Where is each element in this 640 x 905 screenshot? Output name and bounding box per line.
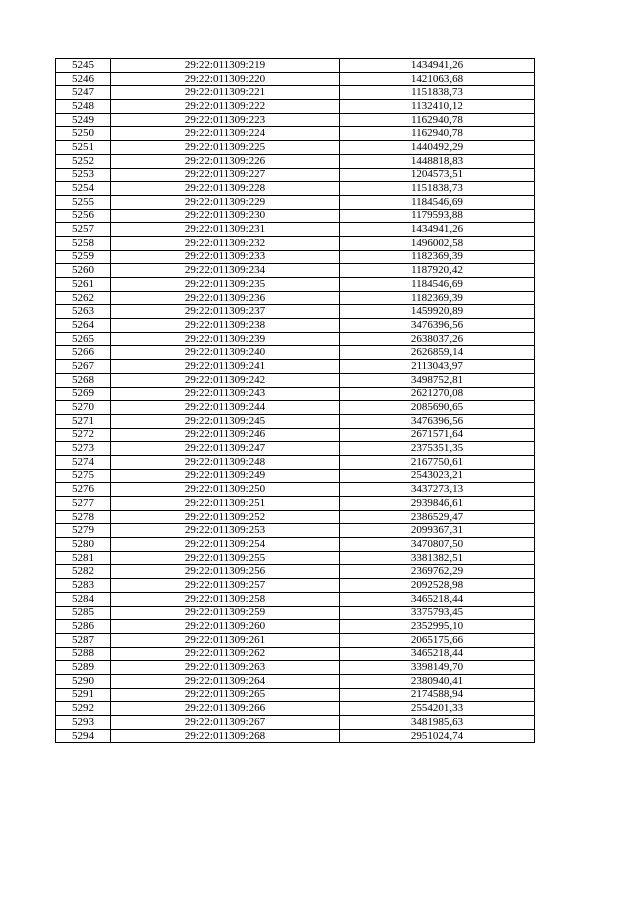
cadastral-number-cell: 29:22:011309:229 <box>111 195 340 209</box>
cadastral-value-cell: 1204573,51 <box>340 168 535 182</box>
cadastral-number-cell: 29:22:011309:246 <box>111 428 340 442</box>
cadastral-number-cell: 29:22:011309:237 <box>111 305 340 319</box>
row-number-cell: 5246 <box>56 72 111 86</box>
cadastral-value-cell: 1187920,42 <box>340 264 535 278</box>
table-row <box>56 278 535 292</box>
row-number-cell: 5292 <box>56 702 111 716</box>
table-row <box>56 510 535 524</box>
cadastral-number-cell: 29:22:011309:261 <box>111 633 340 647</box>
table-row <box>56 688 535 702</box>
table-row <box>56 182 535 196</box>
table-row <box>56 702 535 716</box>
row-number-cell: 5294 <box>56 729 111 743</box>
row-number-cell: 5271 <box>56 414 111 428</box>
cadastral-value-cell: 1448818,83 <box>340 154 535 168</box>
table-row <box>56 168 535 182</box>
cadastral-value-cell: 1434941,26 <box>340 59 535 73</box>
table-row <box>56 209 535 223</box>
cadastral-value-cell: 3398149,70 <box>340 661 535 675</box>
cadastral-number-cell: 29:22:011309:268 <box>111 729 340 743</box>
row-number-cell: 5281 <box>56 551 111 565</box>
cadastral-value-cell: 1459920,89 <box>340 305 535 319</box>
row-number-cell: 5258 <box>56 236 111 250</box>
row-number-cell: 5270 <box>56 401 111 415</box>
cadastral-value-cell: 1151838,73 <box>340 86 535 100</box>
row-number-cell: 5247 <box>56 86 111 100</box>
cadastral-value-cell: 1151838,73 <box>340 182 535 196</box>
row-number-cell: 5290 <box>56 674 111 688</box>
table-row <box>56 414 535 428</box>
table-row <box>56 661 535 675</box>
row-number-cell: 5251 <box>56 141 111 155</box>
table-row <box>56 360 535 374</box>
table-row <box>56 346 535 360</box>
table-row <box>56 428 535 442</box>
cadastral-number-cell: 29:22:011309:265 <box>111 688 340 702</box>
table-row <box>56 113 535 127</box>
row-number-cell: 5263 <box>56 305 111 319</box>
table-row <box>56 236 535 250</box>
cadastral-value-cell: 3481985,63 <box>340 716 535 730</box>
row-number-cell: 5260 <box>56 264 111 278</box>
cadastral-number-cell: 29:22:011309:244 <box>111 401 340 415</box>
cadastral-value-cell: 3470807,50 <box>340 538 535 552</box>
table-row <box>56 72 535 86</box>
cadastral-number-cell: 29:22:011309:226 <box>111 154 340 168</box>
cadastral-value-cell: 2113043,97 <box>340 360 535 374</box>
cadastral-number-cell: 29:22:011309:260 <box>111 620 340 634</box>
cadastral-number-cell: 29:22:011309:259 <box>111 606 340 620</box>
cadastral-number-cell: 29:22:011309:235 <box>111 278 340 292</box>
cadastral-value-cell: 2939846,61 <box>340 497 535 511</box>
cadastral-value-cell: 3381382,51 <box>340 551 535 565</box>
table-row <box>56 729 535 743</box>
table-row <box>56 332 535 346</box>
cadastral-number-cell: 29:22:011309:257 <box>111 579 340 593</box>
row-number-cell: 5249 <box>56 113 111 127</box>
cadastral-value-cell: 3437273,13 <box>340 483 535 497</box>
row-number-cell: 5252 <box>56 154 111 168</box>
table-row <box>56 674 535 688</box>
table-row <box>56 305 535 319</box>
cadastral-value-cell: 2174588,94 <box>340 688 535 702</box>
cadastral-number-cell: 29:22:011309:247 <box>111 442 340 456</box>
cadastral-number-cell: 29:22:011309:253 <box>111 524 340 538</box>
row-number-cell: 5250 <box>56 127 111 141</box>
row-number-cell: 5266 <box>56 346 111 360</box>
cadastral-value-cell: 1132410,12 <box>340 100 535 114</box>
cadastral-number-cell: 29:22:011309:254 <box>111 538 340 552</box>
table-row <box>56 127 535 141</box>
cadastral-value-cell: 2380940,41 <box>340 674 535 688</box>
cadastral-value-cell: 2951024,74 <box>340 729 535 743</box>
cadastral-value-cell: 2375351,35 <box>340 442 535 456</box>
cadastral-number-cell: 29:22:011309:234 <box>111 264 340 278</box>
cadastral-number-cell: 29:22:011309:230 <box>111 209 340 223</box>
row-number-cell: 5288 <box>56 647 111 661</box>
table-row <box>56 401 535 415</box>
row-number-cell: 5248 <box>56 100 111 114</box>
row-number-cell: 5262 <box>56 291 111 305</box>
cadastral-number-cell: 29:22:011309:252 <box>111 510 340 524</box>
row-number-cell: 5275 <box>56 469 111 483</box>
cadastral-number-cell: 29:22:011309:256 <box>111 565 340 579</box>
cadastral-number-cell: 29:22:011309:238 <box>111 319 340 333</box>
table-row <box>56 86 535 100</box>
cadastral-value-cell: 1421063,68 <box>340 72 535 86</box>
table-row <box>56 483 535 497</box>
row-number-cell: 5267 <box>56 360 111 374</box>
row-number-cell: 5255 <box>56 195 111 209</box>
table-row <box>56 565 535 579</box>
row-number-cell: 5268 <box>56 373 111 387</box>
table-row <box>56 633 535 647</box>
cadastral-value-cell: 2065175,66 <box>340 633 535 647</box>
row-number-cell: 5277 <box>56 497 111 511</box>
table-row <box>56 455 535 469</box>
cadastral-number-cell: 29:22:011309:233 <box>111 250 340 264</box>
cadastral-value-cell: 2543023,21 <box>340 469 535 483</box>
table-body <box>56 59 535 743</box>
table-row <box>56 291 535 305</box>
cadastral-number-cell: 29:22:011309:250 <box>111 483 340 497</box>
row-number-cell: 5257 <box>56 223 111 237</box>
row-number-cell: 5253 <box>56 168 111 182</box>
cadastral-number-cell: 29:22:011309:258 <box>111 592 340 606</box>
cadastral-number-cell: 29:22:011309:245 <box>111 414 340 428</box>
cadastral-value-cell: 1434941,26 <box>340 223 535 237</box>
table-row <box>56 647 535 661</box>
cadastral-number-cell: 29:22:011309:221 <box>111 86 340 100</box>
cadastral-number-cell: 29:22:011309:243 <box>111 387 340 401</box>
row-number-cell: 5274 <box>56 455 111 469</box>
table-row <box>56 195 535 209</box>
cadastral-value-cell: 2638037,26 <box>340 332 535 346</box>
cadastral-value-cell: 1184546,69 <box>340 278 535 292</box>
row-number-cell: 5273 <box>56 442 111 456</box>
row-number-cell: 5272 <box>56 428 111 442</box>
cadastral-value-cell: 3476396,56 <box>340 414 535 428</box>
row-number-cell: 5265 <box>56 332 111 346</box>
cadastral-value-cell: 1184546,69 <box>340 195 535 209</box>
cadastral-number-cell: 29:22:011309:251 <box>111 497 340 511</box>
row-number-cell: 5287 <box>56 633 111 647</box>
table-row <box>56 387 535 401</box>
cadastral-value-cell: 1162940,78 <box>340 113 535 127</box>
cadastral-number-cell: 29:22:011309:266 <box>111 702 340 716</box>
cadastral-value-cell: 2626859,14 <box>340 346 535 360</box>
row-number-cell: 5276 <box>56 483 111 497</box>
cadastral-number-cell: 29:22:011309:264 <box>111 674 340 688</box>
table-row <box>56 59 535 73</box>
cadastral-value-cell: 1179593,88 <box>340 209 535 223</box>
cadastral-value-cell: 1162940,78 <box>340 127 535 141</box>
table-row <box>56 551 535 565</box>
table-row <box>56 100 535 114</box>
table-row <box>56 606 535 620</box>
cadastral-value-cell: 1496002,58 <box>340 236 535 250</box>
table-row <box>56 373 535 387</box>
cadastral-value-cell: 1182369,39 <box>340 250 535 264</box>
cadastral-value-cell: 3375793,45 <box>340 606 535 620</box>
cadastral-number-cell: 29:22:011309:241 <box>111 360 340 374</box>
cadastral-value-cell: 3476396,56 <box>340 319 535 333</box>
cadastral-number-cell: 29:22:011309:263 <box>111 661 340 675</box>
cadastral-value-cell: 3465218,44 <box>340 592 535 606</box>
cadastral-value-cell: 1440492,29 <box>340 141 535 155</box>
row-number-cell: 5279 <box>56 524 111 538</box>
cadastral-value-cell: 2085690,65 <box>340 401 535 415</box>
cadastral-number-cell: 29:22:011309:228 <box>111 182 340 196</box>
cadastral-number-cell: 29:22:011309:262 <box>111 647 340 661</box>
table-row <box>56 264 535 278</box>
row-number-cell: 5285 <box>56 606 111 620</box>
cadastral-number-cell: 29:22:011309:236 <box>111 291 340 305</box>
table-row <box>56 141 535 155</box>
cadastral-number-cell: 29:22:011309:220 <box>111 72 340 86</box>
row-number-cell: 5254 <box>56 182 111 196</box>
cadastral-value-cell: 2352995,10 <box>340 620 535 634</box>
table-row <box>56 223 535 237</box>
cadastral-value-cell: 3498752,81 <box>340 373 535 387</box>
table-row <box>56 442 535 456</box>
cadastral-number-cell: 29:22:011309:239 <box>111 332 340 346</box>
cadastral-value-cell: 2099367,31 <box>340 524 535 538</box>
cadastral-number-cell: 29:22:011309:240 <box>111 346 340 360</box>
cadastral-number-cell: 29:22:011309:267 <box>111 716 340 730</box>
table-row <box>56 524 535 538</box>
table-row <box>56 497 535 511</box>
row-number-cell: 5259 <box>56 250 111 264</box>
row-number-cell: 5256 <box>56 209 111 223</box>
table-row <box>56 469 535 483</box>
cadastral-number-cell: 29:22:011309:255 <box>111 551 340 565</box>
table-row <box>56 592 535 606</box>
cadastral-value-cell: 1182369,39 <box>340 291 535 305</box>
cadastral-value-cell: 2554201,33 <box>340 702 535 716</box>
cadastral-value-table <box>55 58 535 743</box>
row-number-cell: 5245 <box>56 59 111 73</box>
cadastral-number-cell: 29:22:011309:227 <box>111 168 340 182</box>
cadastral-number-cell: 29:22:011309:232 <box>111 236 340 250</box>
cadastral-number-cell: 29:22:011309:249 <box>111 469 340 483</box>
cadastral-number-cell: 29:22:011309:248 <box>111 455 340 469</box>
row-number-cell: 5264 <box>56 319 111 333</box>
cadastral-number-cell: 29:22:011309:219 <box>111 59 340 73</box>
table-row <box>56 538 535 552</box>
row-number-cell: 5284 <box>56 592 111 606</box>
row-number-cell: 5291 <box>56 688 111 702</box>
cadastral-number-cell: 29:22:011309:231 <box>111 223 340 237</box>
row-number-cell: 5286 <box>56 620 111 634</box>
cadastral-value-cell: 2369762,29 <box>340 565 535 579</box>
cadastral-value-cell: 2167750,61 <box>340 455 535 469</box>
table-row <box>56 620 535 634</box>
row-number-cell: 5293 <box>56 716 111 730</box>
cadastral-value-cell: 2621270,08 <box>340 387 535 401</box>
row-number-cell: 5278 <box>56 510 111 524</box>
row-number-cell: 5261 <box>56 278 111 292</box>
table-row <box>56 154 535 168</box>
row-number-cell: 5289 <box>56 661 111 675</box>
cadastral-number-cell: 29:22:011309:225 <box>111 141 340 155</box>
row-number-cell: 5282 <box>56 565 111 579</box>
cadastral-number-cell: 29:22:011309:222 <box>111 100 340 114</box>
cadastral-value-cell: 2671571,64 <box>340 428 535 442</box>
cadastral-number-cell: 29:22:011309:223 <box>111 113 340 127</box>
table-row <box>56 579 535 593</box>
cadastral-value-cell: 2386529,47 <box>340 510 535 524</box>
table-row <box>56 250 535 264</box>
cadastral-number-cell: 29:22:011309:224 <box>111 127 340 141</box>
table-row <box>56 716 535 730</box>
cadastral-value-cell: 2092528,98 <box>340 579 535 593</box>
cadastral-value-cell: 3465218,44 <box>340 647 535 661</box>
row-number-cell: 5283 <box>56 579 111 593</box>
row-number-cell: 5269 <box>56 387 111 401</box>
cadastral-number-cell: 29:22:011309:242 <box>111 373 340 387</box>
table-row <box>56 319 535 333</box>
row-number-cell: 5280 <box>56 538 111 552</box>
